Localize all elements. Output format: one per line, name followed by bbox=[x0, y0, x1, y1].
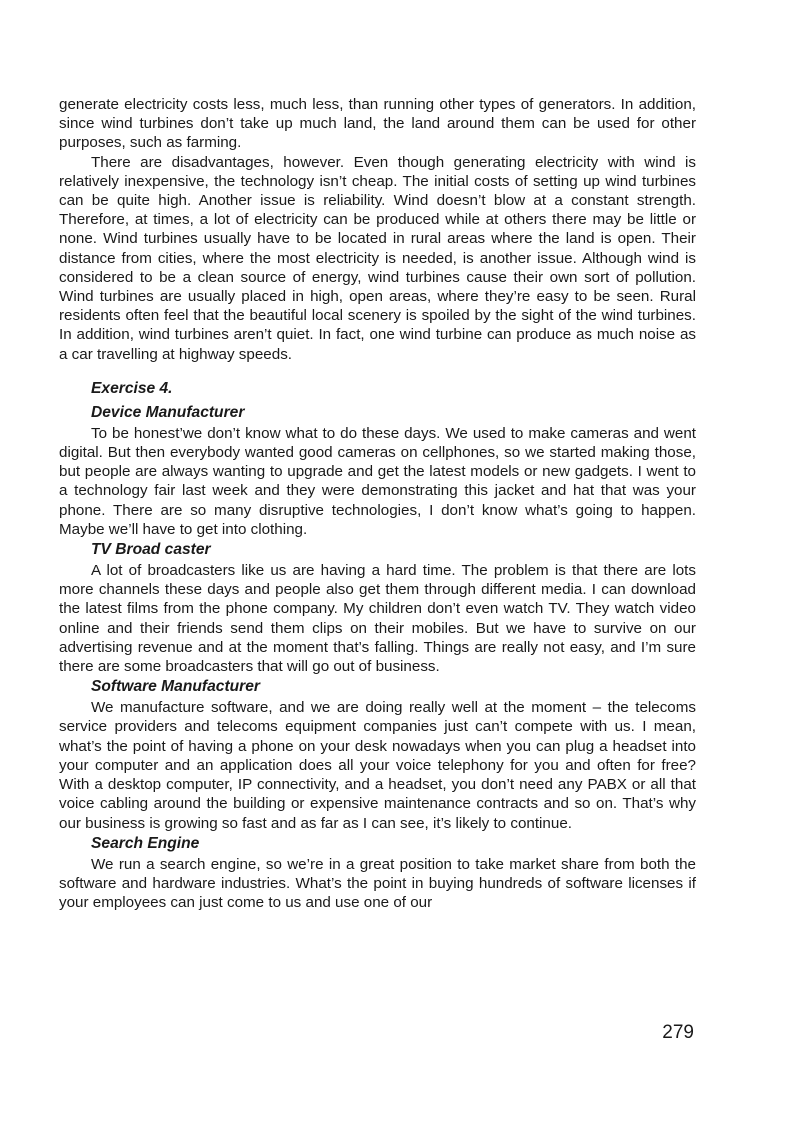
section-heading-search-engine: Search Engine bbox=[91, 834, 200, 852]
page-number: 279 bbox=[662, 1022, 694, 1043]
section-text-search-engine: We run a search engine, so we’re in a great position to take market share from both the software and hardware industries. What’s the point in buying hundreds of software licenses if your employees can just come to us and use one of our bbox=[59, 855, 696, 912]
section-text-software-manufacturer: We manufacture software, and we are doing really well at the moment – the telecoms service providers and telecoms equipment companies just can’t compete with us. I mean, what’s the point of having a phone on your desk nowadays when you can plug a headset into your computer and an application does all your voice telephony for you and often for free? With a desktop computer, IP connectivity, and a headset, you don’t need any PABX or all that voice cabling around the building or expensive maintenance contracts and so on. That’s why our business is growing so fast and as far as I can see, it’s likely to continue. bbox=[59, 699, 696, 832]
page-body bbox=[59, 95, 696, 912]
section-heading-tv-broadcaster: TV Broad caster bbox=[91, 541, 211, 559]
section-text-tv-broadcaster: A lot of broadcasters like us are having a hard time. The problem is that there are lots more channels these days and people also get them through different media. I can download the latest films from the phone company. My children don’t even watch TV. They watch video online and their friends send them clips on their mobiles. But we have to survive on our advertising revenue and at the moment that’s falling. Things are really not easy, and I’m sure there are some broadcasters that will go out of business. bbox=[59, 562, 696, 676]
section-text-device-manufacturer: To be honest’we don’t know what to do these days. We used to make cameras and went digital. But then everybody wanted good cameras on cellphones, so we started making those, but people are always wanting to upgrade and get the latest models or new gadgets. I went to a technology fair last week and they were demonstrating this jacket and hat that was your phone. There are so many disruptive technologies, I don’t know what’s going to happen. Maybe we’ll have to get into clothing. bbox=[59, 424, 696, 538]
intro-paragraph-disadvantages: There are disadvantages, however. Even though generating electricity with wind is relatively inexpensive, the technology isn’t cheap. The initial costs of setting up wind turbines can be quite high. Another issue is reliability. Wind doesn’t blow at a constant strength. Therefore, at times, a lot of electricity can be produced while at others there may be little or none. Wind turbines usually have to be located in rural areas where the land is open. Their distance from cities, where the most electricity is needed, is another issue. Although wind is considered to be a clean source of energy, wind turbines cause their own sort of pollution. Wind turbines are usually placed in high, open areas, where they’re easy to be seen. Rural residents often feel that the beautiful local scenery is spoiled by the sight of the wind turbines. In addition, wind turbines aren’t quiet. In fact, one wind turbine can produce as much noise as a car travelling at highway speeds. bbox=[59, 153, 696, 363]
section-heading-device-manufacturer: Device Manufacturer bbox=[91, 403, 245, 421]
intro-paragraph-continued: generate electricity costs less, much less, than running other types of generators. In addition, since wind turbines don’t take up much land, the land around them can be used for other purposes, such as farming. bbox=[59, 96, 696, 152]
section-heading-software-manufacturer: Software Manufacturer bbox=[91, 678, 260, 696]
exercise-title: Exercise 4. bbox=[91, 379, 173, 397]
